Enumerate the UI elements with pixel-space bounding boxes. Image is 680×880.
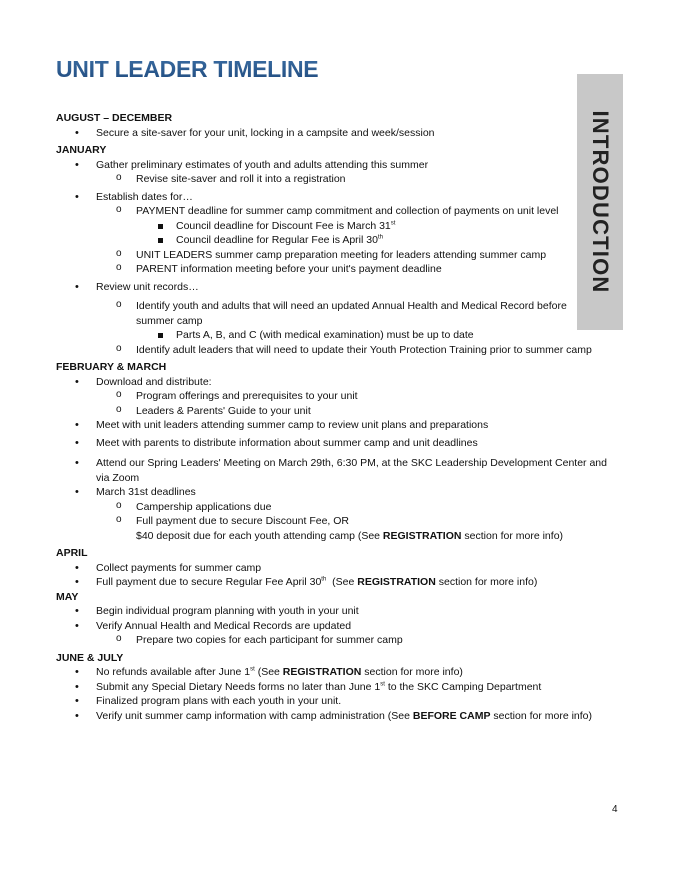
sublist-item bbox=[96, 299, 616, 343]
timeline-content bbox=[56, 111, 616, 723]
sub-sublist bbox=[136, 328, 576, 343]
list-item: • Begin individual program planning with youth in your unit bbox=[56, 604, 616, 619]
list-item: • Finalized program plans with each youth in your unit. bbox=[56, 694, 616, 709]
list-item: • Collect payments for summer camp bbox=[56, 561, 616, 576]
item-text: section for more info) bbox=[461, 529, 564, 542]
title-unit: UNIT bbox=[56, 56, 109, 82]
item-text: Full payment due to secure Regular Fee April 30 bbox=[96, 576, 322, 588]
ordinal-suffix: st bbox=[390, 220, 396, 226]
list-item bbox=[56, 158, 616, 187]
list-january bbox=[56, 158, 616, 358]
item-text: Submit any Special Dietary Needs forms no later than June 1 bbox=[96, 680, 381, 693]
list-item bbox=[56, 485, 616, 543]
list-june-july bbox=[56, 665, 616, 723]
sub-sublist-item: Parts A, B, and C (with medical examination) must be up to date bbox=[136, 328, 576, 343]
heading-aug-dec: AUGUST – DECEMBER bbox=[56, 112, 173, 124]
item-text: Verify Annual Health and Medical Records are updated bbox=[96, 619, 352, 632]
sublist-item: o Revise site-saver and roll it into a registration bbox=[96, 172, 616, 187]
list-aug-dec bbox=[56, 126, 616, 141]
sublist-item: o Identify adult leaders that will need to update their Youth Protection Training prior to summer camp bbox=[96, 343, 616, 358]
item-text: Establish dates for… bbox=[96, 190, 193, 203]
item-text: March 31st deadlines bbox=[96, 486, 196, 498]
section-reference: REGISTRATION bbox=[357, 576, 436, 588]
section-reference: REGISTRATION bbox=[282, 666, 362, 678]
list-item bbox=[56, 665, 616, 680]
sub-sublist-item bbox=[136, 233, 616, 248]
list-item: • Attend our Spring Leaders' Meeting on March 29th, 6:30 PM, at the SKC Leadership Development Center and via Zoom bbox=[56, 456, 616, 485]
section-reference: REGISTRATION bbox=[382, 529, 462, 542]
item-text: Gather preliminary estimates of youth and adults attending this summer bbox=[96, 158, 429, 171]
sublist-item: o PARENT information meeting before your unit's payment deadline bbox=[96, 262, 616, 277]
item-text: PAYMENT deadline for summer camp commitment and collection of payments on unit level bbox=[136, 205, 559, 217]
list-april bbox=[56, 561, 616, 590]
list-item bbox=[56, 680, 616, 695]
list-item bbox=[56, 619, 616, 648]
item-text: Download and distribute: bbox=[96, 375, 212, 388]
item-text: section for more info) bbox=[435, 576, 538, 588]
list-may bbox=[56, 604, 616, 648]
ordinal-suffix: st bbox=[250, 666, 255, 673]
sublist-item: o Program offerings and prerequisites to your unit bbox=[96, 389, 616, 404]
sub-sublist-item bbox=[136, 219, 616, 234]
sublist-item bbox=[96, 204, 616, 248]
ordinal-suffix: th bbox=[377, 234, 383, 241]
list-item: • Meet with unit leaders attending summer camp to review unit plans and preparations bbox=[56, 418, 616, 433]
page-title bbox=[56, 55, 318, 83]
heading-january: JANUARY bbox=[56, 144, 107, 156]
sublist bbox=[96, 204, 616, 277]
list-item bbox=[56, 575, 616, 590]
list-item bbox=[56, 280, 616, 358]
heading-feb-mar: FEBRUARY & MARCH bbox=[56, 361, 167, 373]
item-text: Full payment due to secure Discount Fee, OR bbox=[136, 515, 350, 527]
item-text: Identify youth and adults that will need an updated Annual Health and Medical Record before summer camp bbox=[136, 300, 567, 327]
list-item: • Meet with parents to distribute information about summer camp and unit deadlines bbox=[56, 436, 616, 451]
sublist bbox=[96, 633, 616, 648]
sublist bbox=[96, 500, 616, 544]
sublist-item: o UNIT LEADERS summer camp preparation meeting for leaders attending summer camp bbox=[96, 248, 616, 263]
item-text: Review unit records… bbox=[96, 280, 199, 293]
item-text: to the SKC Camping Department bbox=[384, 680, 542, 693]
ordinal-suffix: st bbox=[380, 681, 385, 687]
list-item bbox=[56, 375, 616, 419]
sublist bbox=[96, 172, 616, 187]
item-text: Council deadline for Regular Fee is April 30 bbox=[176, 234, 378, 246]
heading-may: MAY bbox=[56, 590, 79, 603]
item-text: section for more info) bbox=[361, 666, 463, 678]
sub-sublist bbox=[136, 219, 616, 248]
sublist-item: o Prepare two copies for each participant for summer camp bbox=[96, 633, 616, 648]
page-number: 4 bbox=[612, 804, 618, 815]
section-reference: BEFORE CAMP bbox=[412, 709, 491, 722]
item-text: (See bbox=[326, 576, 358, 588]
title-rest: LEADER TIMELINE bbox=[114, 56, 319, 82]
list-item: • Secure a site-saver for your unit, locking in a campsite and week/session bbox=[56, 126, 616, 141]
heading-june-july: JUNE & JULY bbox=[56, 651, 124, 664]
sublist-item: o Campership applications due bbox=[96, 500, 616, 515]
list-feb-mar bbox=[56, 375, 616, 544]
side-tab-label: INTRODUCTION bbox=[588, 110, 613, 294]
heading-april: APRIL bbox=[56, 547, 88, 559]
item-text: Verify unit summer camp information with camp administration (See bbox=[96, 709, 413, 722]
sublist-item: o Leaders & Parents' Guide to your unit bbox=[96, 404, 616, 419]
sublist bbox=[96, 299, 616, 357]
list-item bbox=[56, 709, 616, 724]
ordinal-suffix: th bbox=[321, 576, 327, 583]
list-item bbox=[56, 190, 616, 277]
item-text: Council deadline for Discount Fee is March 31 bbox=[176, 219, 391, 232]
item-text: $40 deposit due for each youth attending camp (See bbox=[136, 529, 383, 542]
item-text: section for more info) bbox=[490, 709, 593, 722]
sublist-item bbox=[96, 514, 616, 543]
item-text: No refunds available after June 1 bbox=[96, 666, 251, 678]
sublist bbox=[96, 389, 616, 418]
item-text: (See bbox=[254, 666, 283, 678]
